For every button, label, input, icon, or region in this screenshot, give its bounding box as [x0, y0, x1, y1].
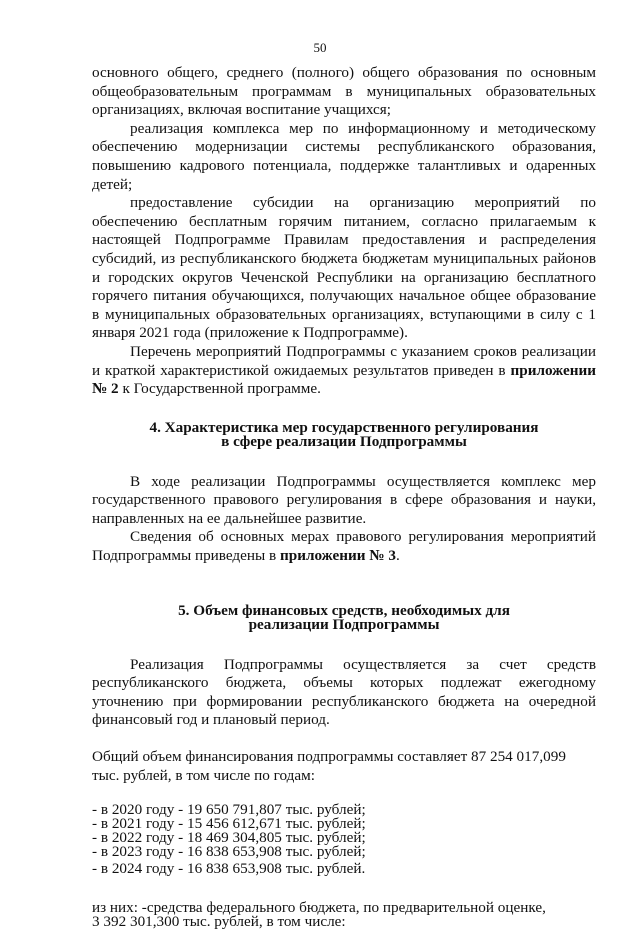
funding-year-item: - в 2023 году - 16 838 653,908 тыс. рублей;	[92, 843, 366, 861]
paragraph-financing: Реализация Подпрограммы осуществляется за счет средств республиканского бюджета, объемы которых подлежат ежегодному уточнению при формировании республиканского бюджета на очередной финансовый год и плановый период.	[92, 655, 596, 729]
funding-year-item: - в 2024 году - 16 838 653,908 тыс. рублей.	[92, 860, 366, 878]
page-number: 50	[313, 40, 327, 55]
regulation-info-text: Сведения об основных мерах правового регулирования мероприятий Подпрограммы приведены в	[92, 528, 596, 565]
paragraph-continuation: основного общего, среднего (полного) общего образования по основным общеобразовательным программам в муниципальных образовательных организациях, включая воспитание учащихся;	[92, 64, 596, 119]
appendix-2-reference: приложении № 2	[92, 361, 596, 398]
paragraph-methodical-support: реализация комплекса мер по информационному и методическому обеспечению модернизации системы республиканского образования, повышению кадрового потенциала, поддержке талантливых и одаренных детей;	[92, 119, 596, 193]
section-5-heading-line-2: реализации Подпрограммы	[248, 615, 440, 633]
federal-funds-line-2: 3 392 301,300 тыс. рублей, в том числе:	[92, 913, 346, 930]
section-5-heading-line-1: 5. Объем финансовых средств, необходимых для	[178, 601, 510, 619]
paragraph-regulation-info	[92, 528, 596, 565]
section-4-heading-line-2: в сфере реализации Подпрограммы	[221, 432, 467, 450]
paragraph-measures-list	[92, 343, 596, 399]
funding-year-item: - в 2021 году - 15 456 612,671 тыс. рублей;	[92, 815, 366, 833]
measures-list-tail: к Государственной программе.	[118, 380, 321, 398]
funding-year-item: - в 2020 году - 19 650 791,807 тыс. рублей;	[92, 801, 366, 819]
section-4-heading-line-1: 4. Характеристика мер государственного регулирования	[149, 418, 539, 436]
paragraph-regulation: В ходе реализации Подпрограммы осуществляется комплекс мер государственного правового регулирования в сфере образования и науки, направленных на ее дальнейшее развитие.	[92, 472, 596, 527]
funding-year-item: - в 2022 году - 18 469 304,805 тыс. рублей;	[92, 829, 366, 847]
paragraph-total-funding: Общий объем финансирования подпрограммы составляет 87 254 017,099 тыс. рублей, в том числе по годам:	[92, 748, 566, 784]
regulation-info-tail: .	[395, 547, 400, 565]
paragraph-subsidy: предоставление субсидии на организацию мероприятий по обеспечению бесплатным горячим питанием, согласно прилагаемым к настоящей Подпрограмме Правилам предоставления и распределения субсидий, из республиканского бюджета бюджетам муниципальных районов и городских округов Чеченской Республики на организацию бесплатного горячего питания обучающихся, получающих начальное общее образование в муниципальных образовательных организациях, вступающими в силу с 1 января 2021 года (приложение к Подпрограмме).	[92, 194, 596, 342]
measures-list-text: Перечень мероприятий Подпрограммы с указанием сроков реализации и краткой характеристикой ожидаемых результатов приведен в	[92, 342, 596, 379]
federal-funds-line-1: из них: -средства федерального бюджета, по предварительной оценке,	[92, 899, 546, 917]
appendix-3-reference: приложении № 3	[280, 547, 396, 565]
funding-by-year-list	[92, 803, 596, 879]
document-body	[92, 64, 596, 929]
